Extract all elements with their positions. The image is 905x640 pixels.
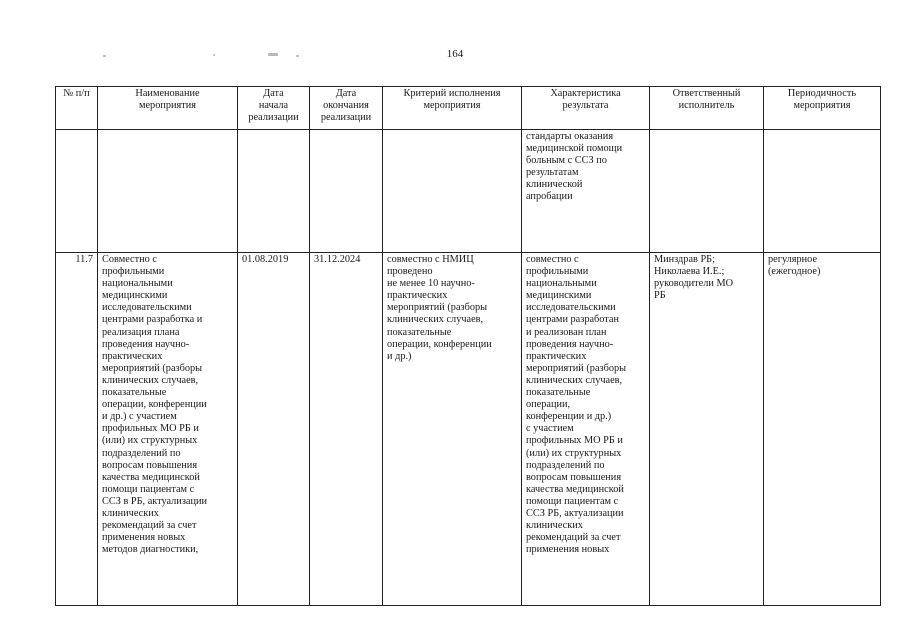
measures-table: [55, 86, 881, 606]
scan-speck: [296, 55, 299, 57]
cell-start-date: 01.08.2019: [238, 253, 310, 606]
cell-name: [98, 130, 238, 253]
header-responsible: Ответственный исполнитель: [650, 87, 764, 130]
cell-criterion: совместно с НМИЦ проведено не менее 10 научно- практических мероприятий (разборы клинических случаев, показательные операции, конференции и др.): [383, 253, 522, 606]
cell-periodicity: регулярное (ежегодное): [764, 253, 881, 606]
cell-number: 11.7: [56, 253, 98, 606]
header-periodicity: Периодичность мероприятия: [764, 87, 881, 130]
cell-periodicity: [764, 130, 881, 253]
cell-criterion: [383, 130, 522, 253]
scan-speck: [268, 53, 278, 56]
cell-end-date: 31.12.2024: [310, 253, 383, 606]
cell-responsible: [650, 130, 764, 253]
table-row-11-7: [56, 253, 881, 606]
cell-end-date: [310, 130, 383, 253]
header-name: Наименование мероприятия: [98, 87, 238, 130]
table-row-continuation: [56, 130, 881, 253]
header-row: [56, 87, 881, 130]
cell-result: совместно с профильными национальными медицинскими исследовательскими центрами разработан и реализован план проведения научно- практических мероприятий (разборы клинических случаев, показательные операции, конференции и др.) с участием профильных МО РБ и (или) их структурных подразделений по вопросам повышения качества медицинской помощи пациентам с ССЗ РБ, актуализации клинических рекомендаций за счет применения новых: [522, 253, 650, 606]
header-start-date: Дата начала реализации: [238, 87, 310, 130]
header-end-date: Дата окончания реализации: [310, 87, 383, 130]
scan-speck: [103, 55, 106, 57]
cell-start-date: [238, 130, 310, 253]
cell-name: Совместно с профильными национальными медицинскими исследовательскими центрами разработка и реализация плана проведения научно- практических мероприятий (разборы клинических случаев, показательные операции, конференции и др.) с участием профильных МО РБ и (или) их структурных подразделений по вопросам повышения качества медицинской помощи пациентам с ССЗ в РБ, актуализации клинических рекомендаций за счет применения новых методов диагностики,: [98, 253, 238, 606]
page-number: 164: [446, 48, 464, 60]
header-number: № п/п: [56, 87, 98, 130]
scan-speck: [213, 54, 215, 56]
header-result: Характеристика результата: [522, 87, 650, 130]
header-criterion: Критерий исполнения мероприятия: [383, 87, 522, 130]
cell-responsible: Минздрав РБ; Николаева И.Е.; руководители МО РБ: [650, 253, 764, 606]
cell-result: стандарты оказания медицинской помощи больным с ССЗ по результатам клинической апробации: [522, 130, 650, 253]
cell-number: [56, 130, 98, 253]
